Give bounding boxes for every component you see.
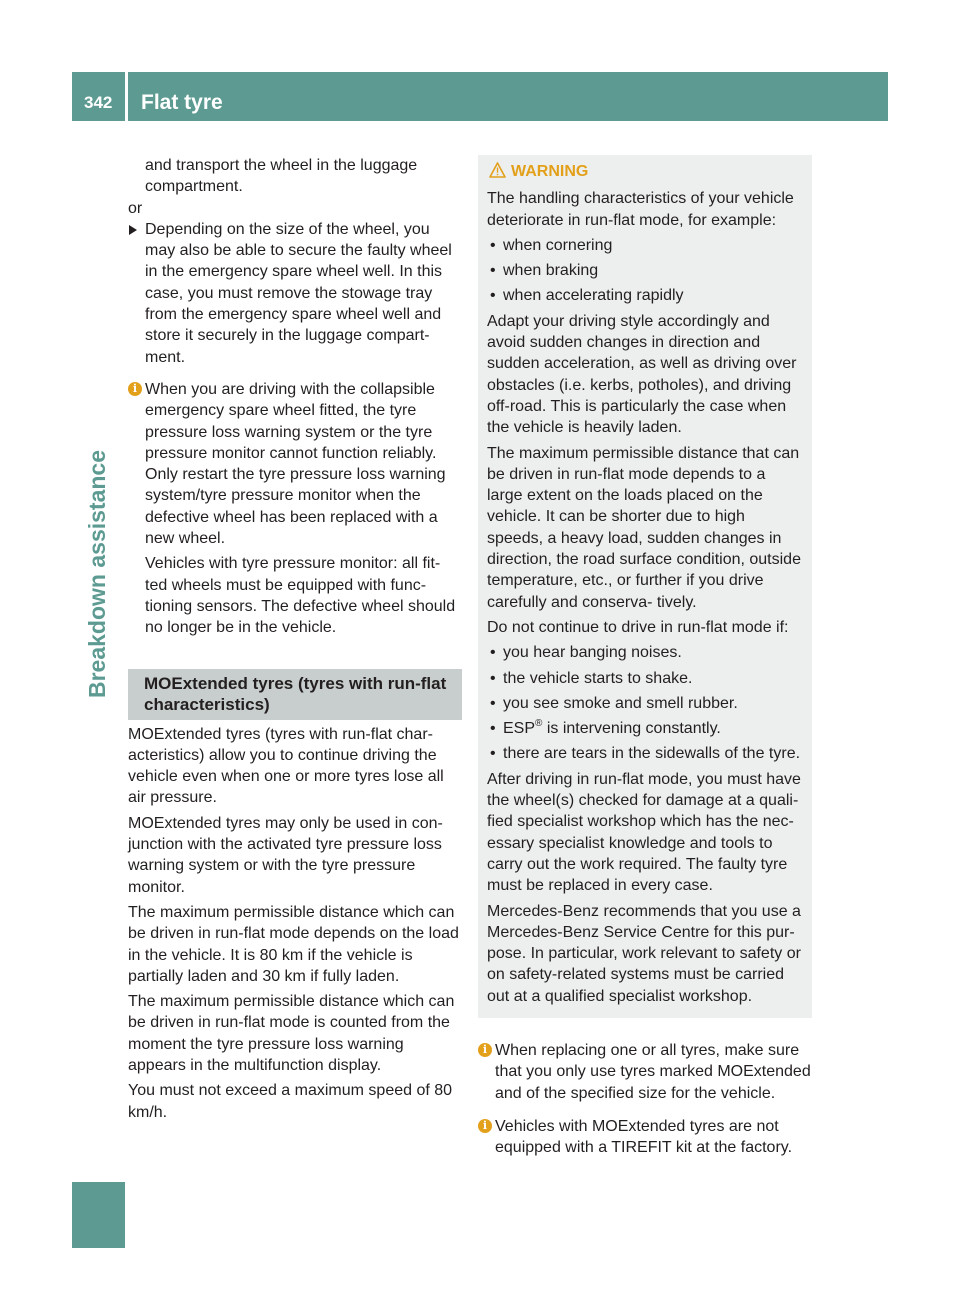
paragraph: The maximum permissible distance which can be driven in run-flat mode is counted from the moment the tyre pressure loss warning appears in the multifunction display.	[128, 993, 455, 1074]
bullet-icon: •	[490, 694, 496, 712]
info-icon: i	[128, 382, 142, 396]
warning-title	[487, 161, 803, 182]
paragraph: MOExtended tyres (tyres with run-flat char- acteristics) allow you to continue driving the vehicle even when one or more tyres lose all air pressure.	[128, 725, 444, 807]
bullet-icon: •	[490, 745, 496, 763]
info-text: When replacing one or all tyres, make sure that you only use tyres marked MOExtended and of the specified size for the vehicle.	[495, 1041, 811, 1102]
list-item-text: ESP	[503, 720, 536, 738]
registered-mark: ®	[535, 718, 543, 730]
list-item	[487, 743, 803, 764]
list-item	[487, 260, 803, 281]
step-text: Depending on the size of the wheel, you may also be able to secure the faulty wheel in the emergency spare wheel well. In this case, you must remove the stowage tray from the emergency spare wheel well and store it securely in the luggage compart- ment.	[145, 220, 452, 366]
paragraph: You must not exceed a maximum speed of 80 km/h.	[128, 1082, 453, 1121]
list-item-text: when braking	[503, 262, 599, 280]
side-tab-label: Breakdown assistance	[84, 449, 110, 698]
warning-triangle-icon	[489, 162, 506, 178]
page-title: Flat tyre	[128, 72, 888, 121]
or-text: or	[128, 199, 143, 217]
instruction-step	[128, 219, 462, 368]
list-item-text: you hear banging noises.	[503, 644, 682, 662]
list-item-text: when cornering	[503, 236, 613, 254]
info-note	[478, 1116, 812, 1159]
warning-intro: The handling characteristics of your vehicle deteriorate in run-flat mode, for example:	[487, 190, 794, 229]
list-item-text: you see smoke and smell rubber.	[503, 694, 738, 712]
right-column	[478, 155, 812, 1158]
list-item	[487, 718, 803, 739]
step-arrow-icon	[129, 225, 137, 235]
warning-title-text: WARNING	[511, 163, 589, 180]
list-item-text: is intervening constantly.	[542, 720, 721, 738]
bullet-icon: •	[490, 262, 496, 280]
list-item-text: when accelerating rapidly	[503, 287, 684, 305]
step-continuation: and transport the wheel in the luggage compartment.	[145, 157, 418, 196]
bullet-icon: •	[490, 644, 496, 662]
bullet-icon: •	[490, 720, 496, 738]
info-text: When you are driving with the collapsible emergency spare wheel fitted, the tyre pressure loss warning system or the tyre pressure monitor cannot function reliably. Only restart the tyre pressure loss warning system/tyre pressure monitor when the defective wheel has been replaced with a new wheel.	[145, 380, 446, 548]
info-note	[478, 1040, 812, 1104]
bullet-icon: •	[490, 669, 496, 687]
info-text: Vehicles with MOExtended tyres are not equipped with a TIREFIT kit at the factory.	[495, 1117, 793, 1157]
paragraph: The maximum permissible distance which can be driven in run-flat mode depends on the load in the vehicle. It is 80 km if the vehicle is partially laden and 30 km if fully laden.	[128, 903, 459, 985]
list-item-text: there are tears in the sidewalls of the tyre.	[503, 745, 801, 763]
info-icon: i	[478, 1043, 492, 1057]
bullet-icon: •	[490, 236, 496, 254]
list-item	[487, 285, 803, 306]
list-item	[487, 235, 803, 256]
list-item	[487, 642, 803, 663]
info-note	[128, 379, 462, 639]
list-item	[487, 668, 803, 689]
list-item	[487, 693, 803, 714]
left-column	[128, 155, 462, 1123]
side-color-block	[72, 1182, 125, 1248]
list-item-text: the vehicle starts to shake.	[503, 669, 693, 687]
warning-box	[478, 155, 812, 1018]
warning-paragraph: The maximum permissible distance that can be driven in run-flat mode depends to a large extent on the loads placed on the vehicle. It can be shorter due to high speeds, a heavy load, sudden changes in direction, the road surface condition, outside temperature, etc., or further if you drive carefully and conserva- tively.	[487, 444, 801, 611]
warning-paragraph: After driving in run-flat mode, you must have the wheel(s) checked for damage at a quali- fied specialist workshop which has the nec- essary specialist knowledge and tools to carry out the work required. The faulty tyre must be replaced in every case.	[487, 770, 801, 895]
bullet-icon: •	[490, 287, 496, 305]
paragraph: MOExtended tyres may only be used in con- junction with the activated tyre pressure loss warning system or with the tyre pressure monitor.	[128, 814, 443, 896]
info-text-2: Vehicles with tyre pressure monitor: all fit- ted wheels must be equipped with func- tioning sensors. The defective wheel should no longer be in the vehicle.	[145, 555, 456, 637]
warning-paragraph: Mercedes-Benz recommends that you use a Mercedes-Benz Service Centre for this pur- pose. In particular, work relevant to safety or on safety-related systems must be carried out at a qualified specialist workshop.	[487, 902, 801, 1005]
section-heading: MOExtended tyres (tyres with run-flat characteristics)	[128, 669, 462, 720]
side-tab	[72, 128, 125, 748]
page-number: 342	[72, 72, 125, 121]
info-icon: i	[478, 1119, 492, 1133]
warning-paragraph: Do not continue to drive in run-flat mode if:	[487, 618, 789, 636]
warning-paragraph: Adapt your driving style accordingly and avoid sudden changes in direction and sudden acceleration, as well as driving over obstacles (i.e. kerbs, potholes), and driving off-road. This is particularly the case when the vehicle is heavily laden.	[487, 312, 797, 437]
